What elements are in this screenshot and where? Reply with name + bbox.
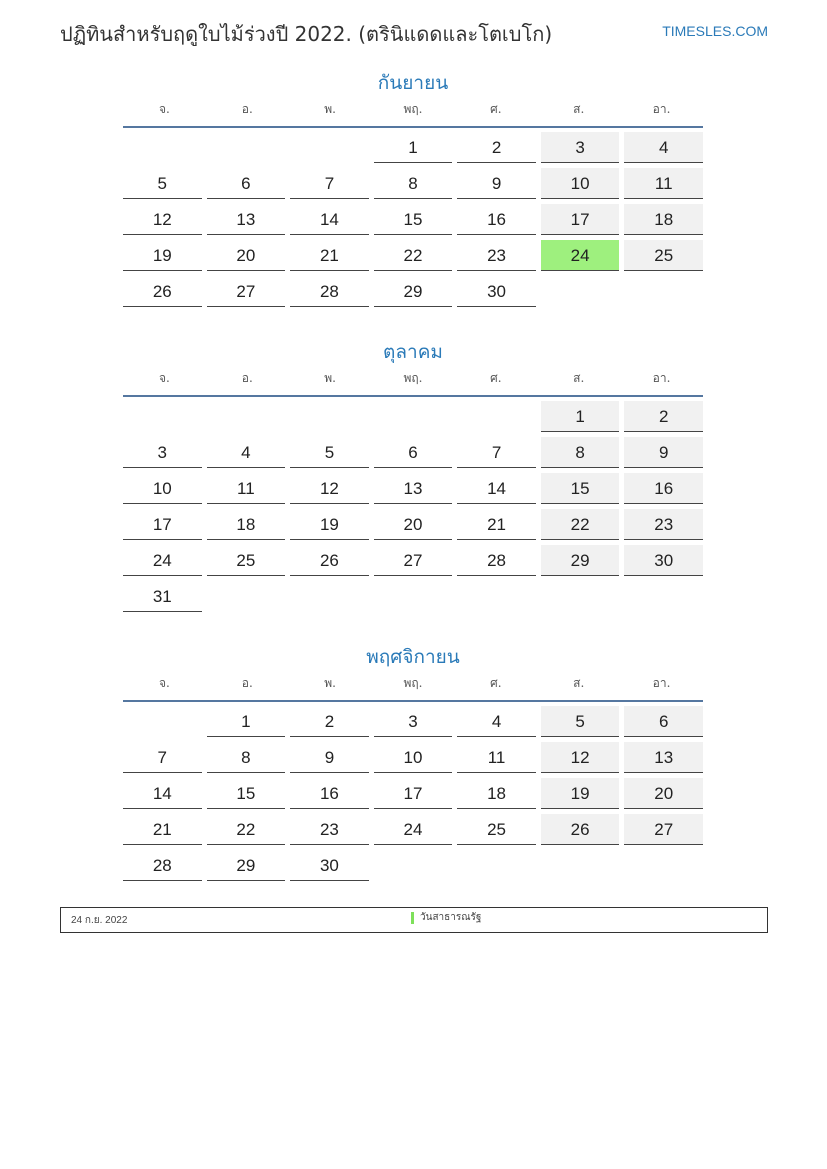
weekday-label: พฤ. (403, 371, 423, 385)
weekday-label: ส. (573, 102, 585, 116)
weekday-label: จ. (158, 676, 170, 690)
weekday-label: ส. (573, 676, 585, 690)
day-cell: 13 (624, 742, 703, 773)
day-cell: 22 (374, 240, 453, 271)
legend-date: 24 ก.ย. 2022 (71, 915, 128, 926)
weekday-label: อา. (652, 371, 671, 385)
day-cell: 20 (624, 778, 703, 809)
empty-day-cell (290, 401, 369, 432)
day-cell: 6 (374, 437, 453, 468)
day-cell: 24 (123, 545, 202, 576)
day-cell: 17 (541, 204, 620, 235)
day-cell: 21 (290, 240, 369, 271)
day-cell: 16 (624, 473, 703, 504)
weekday-label: พ. (324, 676, 336, 690)
empty-day-cell (457, 401, 536, 432)
day-cell: 11 (624, 168, 703, 199)
day-cell: 5 (290, 437, 369, 468)
day-cell: 26 (290, 545, 369, 576)
site-link[interactable]: TIMESLES.COM (662, 23, 768, 39)
day-cell: 9 (290, 742, 369, 773)
day-cell: 12 (541, 742, 620, 773)
empty-day-cell (123, 132, 202, 163)
day-cell: 3 (541, 132, 620, 163)
day-cell: 4 (207, 437, 286, 468)
day-cell: 28 (457, 545, 536, 576)
weekday-label: ส. (573, 371, 585, 385)
day-cell: 11 (457, 742, 536, 773)
weekday-label: จ. (158, 371, 170, 385)
day-cell: 28 (290, 276, 369, 307)
day-cell: 30 (457, 276, 536, 307)
page-title: ปฏิทินสำหรับฤดูใบไม้ร่วงปี 2022. (ตรินิแดดและโตเบโก) (60, 22, 553, 46)
day-cell: 2 (290, 706, 369, 737)
day-cell: 18 (624, 204, 703, 235)
day-cell: 21 (457, 509, 536, 540)
day-cell: 26 (541, 814, 620, 845)
month-title: พฤศจิกายน (366, 646, 460, 668)
day-cell: 10 (374, 742, 453, 773)
day-cell: 7 (457, 437, 536, 468)
day-cell: 3 (374, 706, 453, 737)
day-cell: 2 (624, 401, 703, 432)
day-grid (123, 702, 703, 881)
day-cell: 14 (123, 778, 202, 809)
empty-day-cell (207, 401, 286, 432)
day-cell: 30 (624, 545, 703, 576)
day-cell: 19 (541, 778, 620, 809)
day-cell: 17 (123, 509, 202, 540)
day-cell: 27 (207, 276, 286, 307)
day-grid (123, 397, 703, 612)
day-cell: 8 (541, 437, 620, 468)
day-cell: 2 (457, 132, 536, 163)
day-cell: 10 (123, 473, 202, 504)
weekday-label: พฤ. (403, 102, 423, 116)
weekday-label: พ. (324, 102, 336, 116)
day-cell: 14 (457, 473, 536, 504)
empty-day-cell (290, 132, 369, 163)
legend-holiday-label: วันสาธารณรัฐ (411, 912, 481, 924)
day-cell: 18 (457, 778, 536, 809)
day-cell: 23 (457, 240, 536, 271)
holiday-day-cell: 24 (541, 240, 620, 271)
weekday-label: อ. (241, 676, 253, 690)
day-cell: 11 (207, 473, 286, 504)
day-cell: 13 (207, 204, 286, 235)
day-cell: 8 (374, 168, 453, 199)
day-cell: 29 (374, 276, 453, 307)
day-cell: 1 (374, 132, 453, 163)
day-cell: 27 (624, 814, 703, 845)
day-cell: 8 (207, 742, 286, 773)
day-cell: 17 (374, 778, 453, 809)
day-cell: 10 (541, 168, 620, 199)
month-title: ตุลาคม (383, 341, 443, 363)
day-cell: 5 (123, 168, 202, 199)
day-cell: 27 (374, 545, 453, 576)
day-cell: 1 (541, 401, 620, 432)
weekday-label: อ. (241, 371, 253, 385)
day-cell: 25 (624, 240, 703, 271)
day-cell: 9 (457, 168, 536, 199)
weekday-label: อ. (241, 102, 253, 116)
empty-day-cell (374, 401, 453, 432)
weekday-label: ศ. (490, 371, 502, 385)
day-cell: 21 (123, 814, 202, 845)
day-cell: 15 (207, 778, 286, 809)
day-cell: 4 (457, 706, 536, 737)
day-cell: 9 (624, 437, 703, 468)
day-cell: 15 (374, 204, 453, 235)
day-cell: 19 (290, 509, 369, 540)
month-november (123, 640, 703, 881)
day-cell: 24 (374, 814, 453, 845)
weekday-label: ศ. (490, 676, 502, 690)
day-cell: 28 (123, 850, 202, 881)
day-cell: 30 (290, 850, 369, 881)
weekday-header (123, 100, 703, 128)
day-cell: 16 (290, 778, 369, 809)
weekday-label: ศ. (490, 102, 502, 116)
day-cell: 6 (624, 706, 703, 737)
day-cell: 1 (207, 706, 286, 737)
weekday-label: อา. (652, 676, 671, 690)
weekday-label: อา. (652, 102, 671, 116)
weekday-header (123, 369, 703, 397)
day-cell: 19 (123, 240, 202, 271)
empty-day-cell (207, 132, 286, 163)
day-cell: 29 (207, 850, 286, 881)
weekday-header (123, 674, 703, 702)
day-cell: 16 (457, 204, 536, 235)
day-cell: 20 (374, 509, 453, 540)
weekday-label: พ. (324, 371, 336, 385)
day-cell: 29 (541, 545, 620, 576)
day-grid (123, 128, 703, 307)
day-cell: 12 (123, 204, 202, 235)
day-cell: 18 (207, 509, 286, 540)
empty-day-cell (123, 401, 202, 432)
day-cell: 7 (290, 168, 369, 199)
day-cell: 13 (374, 473, 453, 504)
day-cell: 23 (624, 509, 703, 540)
day-cell: 3 (123, 437, 202, 468)
weekday-label: จ. (158, 102, 170, 116)
day-cell: 23 (290, 814, 369, 845)
empty-day-cell (123, 706, 202, 737)
month-october (123, 335, 703, 612)
day-cell: 25 (207, 545, 286, 576)
day-cell: 22 (541, 509, 620, 540)
weekday-label: พฤ. (403, 676, 423, 690)
day-cell: 12 (290, 473, 369, 504)
day-cell: 22 (207, 814, 286, 845)
day-cell: 20 (207, 240, 286, 271)
day-cell: 6 (207, 168, 286, 199)
day-cell: 15 (541, 473, 620, 504)
day-cell: 14 (290, 204, 369, 235)
day-cell: 31 (123, 581, 202, 612)
month-title: กันยายน (377, 72, 449, 94)
day-cell: 26 (123, 276, 202, 307)
day-cell: 4 (624, 132, 703, 163)
day-cell: 5 (541, 706, 620, 737)
day-cell: 7 (123, 742, 202, 773)
day-cell: 25 (457, 814, 536, 845)
holiday-legend (60, 907, 768, 933)
month-september (123, 66, 703, 307)
